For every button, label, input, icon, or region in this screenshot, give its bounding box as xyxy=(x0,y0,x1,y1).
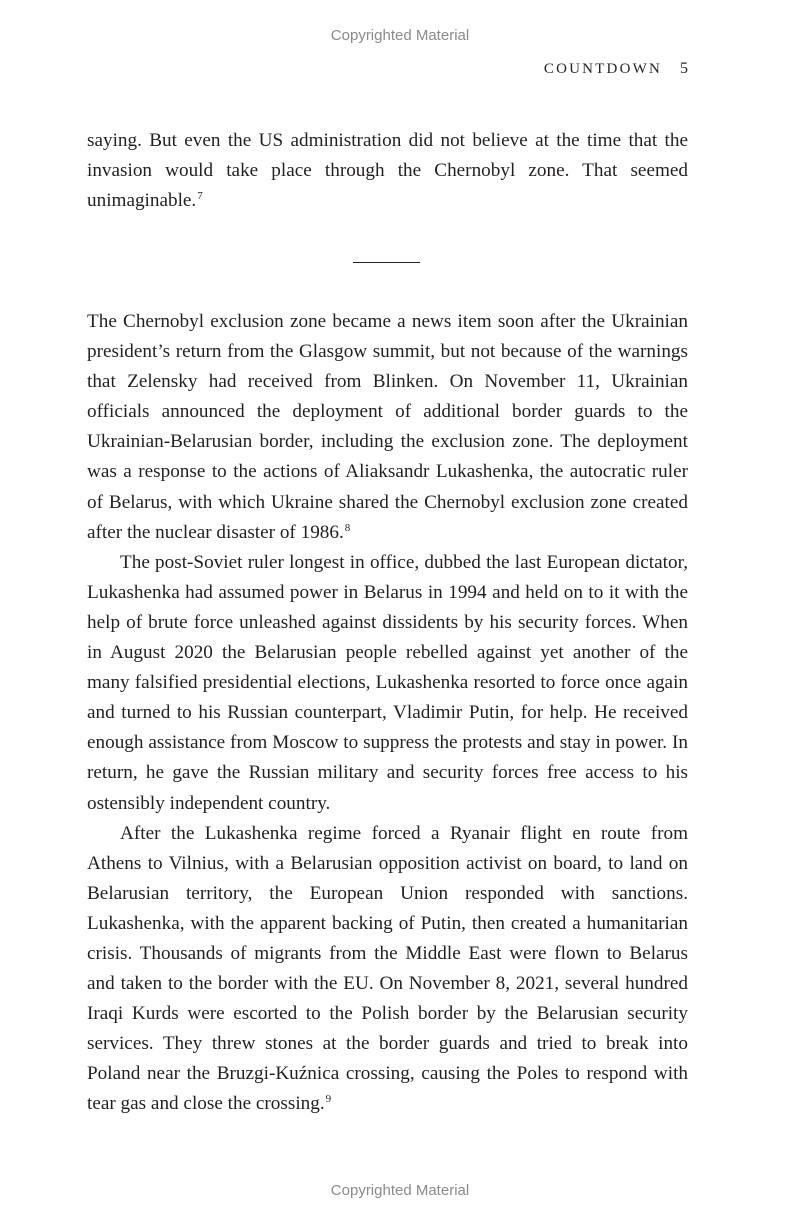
copyright-watermark-bottom: Copyrighted Material xyxy=(330,1182,470,1199)
paragraph-text: After the Lukashenka regime forced a Ryanair flight en route from Athens to Vilnius, with a Belarusian opposition activist on board, to land on Belarusian territory, the European Union responded with sanctions. Lukashenka, with the apparent backing of Putin, then created a humanitarian crisis. Thousands of migrants from the Middle East were flown to Belarus and taken to the border with the EU. On November 8, 2021, several hundred Iraqi Kurds were escorted to the Polish border by the Belarusian security services. They threw stones at the border guards and tried to break into Poland near the Bruzgi-Kuźnica crossing, causing the Poles to respond with tear gas and close the crossing. xyxy=(87,822,688,1115)
paragraph-ryanair xyxy=(87,819,688,1120)
paragraph-lukashenka xyxy=(87,548,688,819)
continued-text-block xyxy=(87,126,688,216)
paragraph-text: The post-Soviet ruler longest in office, dubbed the last European dictator, Lukashenka had assumed power in Belarus in 1994 and held on to it with the help of brute force unleashed against dissidents by his security forces. When in August 2020 the Belarusian people rebelled against yet another of the many falsified presidential elections, Lukashenka resorted to force once again and turned to his Russian counterpart, Vladimir Putin, for help. He received enough assistance from Moscow to suppress the protests and stay in power. In return, he gave the Russian military and security forces free access to his ostensibly independent country. xyxy=(87,551,688,814)
paragraph-text: The Chernobyl exclusion zone became a news item soon after the Ukrainian president’s return from the Glasgow summit, but not because of the warnings that Zelensky had received from Blinken. On November 11, Ukrainian officials announced the deployment of additional border guards to the Ukrainian-Belarusian border, including the exclusion zone. The deployment was a response to the actions of Aliaksandr Lukashenka, the autocratic ruler of Belarus, with which Ukraine shared the Chernobyl exclusion zone created after the nuclear disaster of 1986. xyxy=(87,311,688,543)
footnote-marker: 8 xyxy=(344,521,351,534)
page-number: 5 xyxy=(680,60,688,77)
paragraph-continued xyxy=(87,126,688,216)
chapter-title: COUNTDOWN xyxy=(543,61,662,77)
main-text-block xyxy=(87,307,688,1120)
section-break-rule xyxy=(353,262,420,263)
running-header xyxy=(544,60,688,78)
footnote-marker: 9 xyxy=(325,1093,332,1106)
paragraph-text: saying. But even the US administration did not believe at the time that the invasion would take place through the Chernobyl zone. That seemed unimaginable. xyxy=(87,130,688,212)
paragraph-section-start xyxy=(87,307,688,548)
footnote-marker: 7 xyxy=(197,190,203,203)
copyright-watermark-top: Copyrighted Material xyxy=(330,27,470,44)
